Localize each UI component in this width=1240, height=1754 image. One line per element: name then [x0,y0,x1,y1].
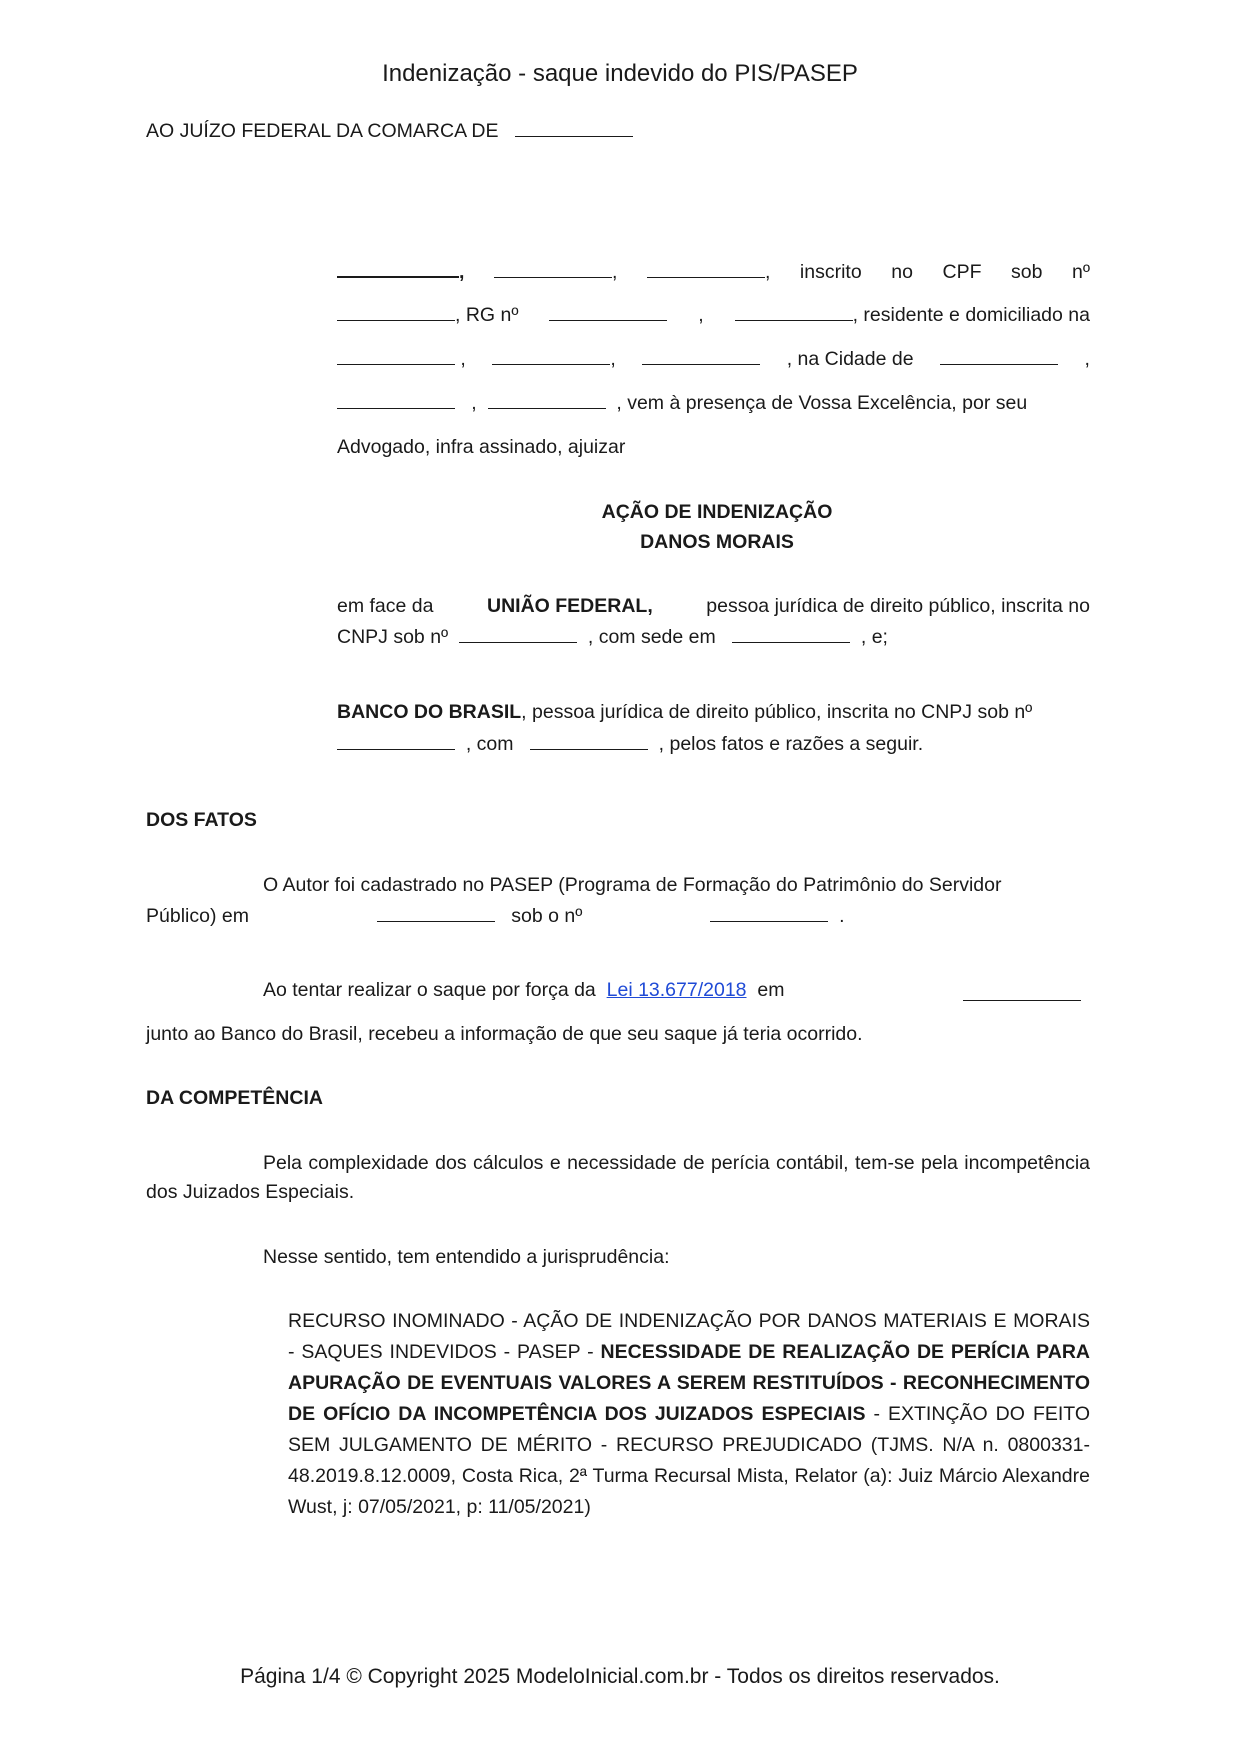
facts-paragraph-1-line-2 [146,902,1090,931]
nationality-blank [494,259,612,278]
qualification-line-2 [337,301,1090,330]
cnpj-label: CNPJ sob nº [337,626,449,648]
action-title [0,497,1240,557]
qualification-line-5: Advogado, infra assinado, ajuizar [337,436,626,458]
separator: , [471,392,477,414]
author-name-blank [337,258,459,278]
rg-issuer-blank [735,302,853,321]
jurisprudence-quote [288,1306,1090,1523]
law-link[interactable]: Lei 13.677/2018 [606,979,747,1001]
word: no [891,261,913,283]
intro-text: em face da [337,595,434,617]
defendant-1-line-2 [337,623,888,652]
rg-blank [549,302,667,321]
separator: , [610,348,616,370]
city-label: , na Cidade de [786,348,914,370]
cnpj-bb-blank [337,731,455,750]
facts-paragraph-2-line-2: junto ao Banco do Brasil, recebeu a informação de que seu saque já teria ocorrido. [146,1023,863,1045]
comarca-blank [515,118,633,137]
qualification-line-1 [337,258,1090,287]
court-address [146,117,633,146]
word: CPF [942,261,982,283]
defendant-2-line-1 [337,698,1090,727]
rg-label: , RG nº [455,304,519,326]
quote-bold-text: NECESSIDADE DE REALIZAÇÃO DE PERÍCIA PARA APURAÇÃO DE EVENTUAIS VALORES A SEREM RESTITUÍDOS - RECONHECIMENTO DE OFÍCIO DA INCOMPETÊNCIA DOS JUIZADOS ESPECIAIS [288,1341,1090,1425]
quote-text: RECURSO INOMINADO - AÇÃO DE INDENIZAÇÃO POR DANOS MATERIAIS E MORAIS - SAQUES INDEVIDOS - PASEP - [288,1310,1090,1363]
separator: , [459,261,465,283]
defendant-2-description: , pessoa jurídica de direito público, inscrita no CNPJ sob nº [521,701,1033,723]
separator: , [460,348,466,370]
defendant-1-name: UNIÃO FEDERAL, [487,595,653,617]
zip-blank [488,390,606,409]
address-bb-blank [530,731,648,750]
action-title-line-1: AÇÃO DE INDENIZAÇÃO [601,501,833,523]
qualification-line-4 [337,389,1090,418]
competence-paragraph-1: Pela complexidade dos cálculos e necessidade de perícia contábil, tem-se pela incompetência dos Juizados Especiais. [146,1152,1090,1203]
separator: , [698,304,704,326]
period: . [839,905,845,927]
word: inscrito [799,261,862,283]
separator: , [764,261,771,283]
district-blank [642,346,760,365]
street-blank [337,346,455,365]
separator: , [611,261,618,283]
page-footer: Página 1/4 © Copyright 2025 ModeloInicial.com.br - Todos os direitos reservados. [240,1665,1000,1688]
facts-heading: DOS FATOS [146,809,257,831]
marital-status-blank [647,259,765,278]
word: sob [1011,261,1043,283]
withdraw-date-blank [963,982,1081,1001]
qualification-line-3 [337,345,1090,374]
defendant-2-line-2 [337,730,923,759]
defendant-1-line-1 [337,592,1090,621]
pasep-date-blank [377,903,495,922]
action-title-line-2: DANOS MORAIS [640,531,794,553]
document-header-title: Indenização - saque indevido do PIS/PASEP [382,60,858,87]
separator: , [1084,348,1090,370]
word: nº [1072,261,1090,283]
competence-paragraph-2: Nesse sentido, tem entendido a jurisprudência: [263,1246,670,1268]
quote-text: - EXTINÇÃO DO FEITO SEM JULGAMENTO DE MÉRITO - RECURSO PREJUDICADO (TJMS. N/A n. 0800331-48.2019.8.12.0009, Costa Rica, 2ª Turma Recursal Mista, Relator (a): Juiz Márcio Alexandre Wust, j: 07/05/2021, p: 11/05/2021) [288,1403,1091,1518]
defendant-1-description: pessoa jurídica de direito público, inscrita no [706,595,1090,617]
cnpj-blank [459,624,577,643]
separator: , e; [860,626,888,648]
pasep-number-blank [710,903,828,922]
sede-label: , com sede em [587,626,716,648]
withdraw-text: Ao tentar realizar o saque por força da [263,979,596,1001]
date-label: Público) em [146,905,249,927]
number-blank [492,346,610,365]
competence-heading: DA COMPETÊNCIA [146,1087,323,1109]
sede-blank [732,624,850,643]
city-blank [940,346,1058,365]
facts-paragraph-1-line-1: O Autor foi cadastrado no PASEP (Programa de Formação do Patrimônio do Servidor [263,874,1002,896]
residence-label: , residente e domiciliado na [852,304,1090,326]
presence-text: , vem à presença de Vossa Excelência, por seu [616,392,1028,414]
cpf-blank [337,302,455,321]
state-blank [337,390,455,409]
facts-paragraph-2-line-1 [263,976,1090,1005]
court-address-text: AO JUÍZO FEDERAL DA COMARCA DE [146,120,499,142]
com-label: , com [465,733,514,755]
em-label: em [757,979,785,1001]
defendant-2-name: BANCO DO BRASIL [337,701,522,723]
pasep-number-label: sob o nº [511,905,583,927]
closing-text: , pelos fatos e razões a seguir. [658,733,924,755]
